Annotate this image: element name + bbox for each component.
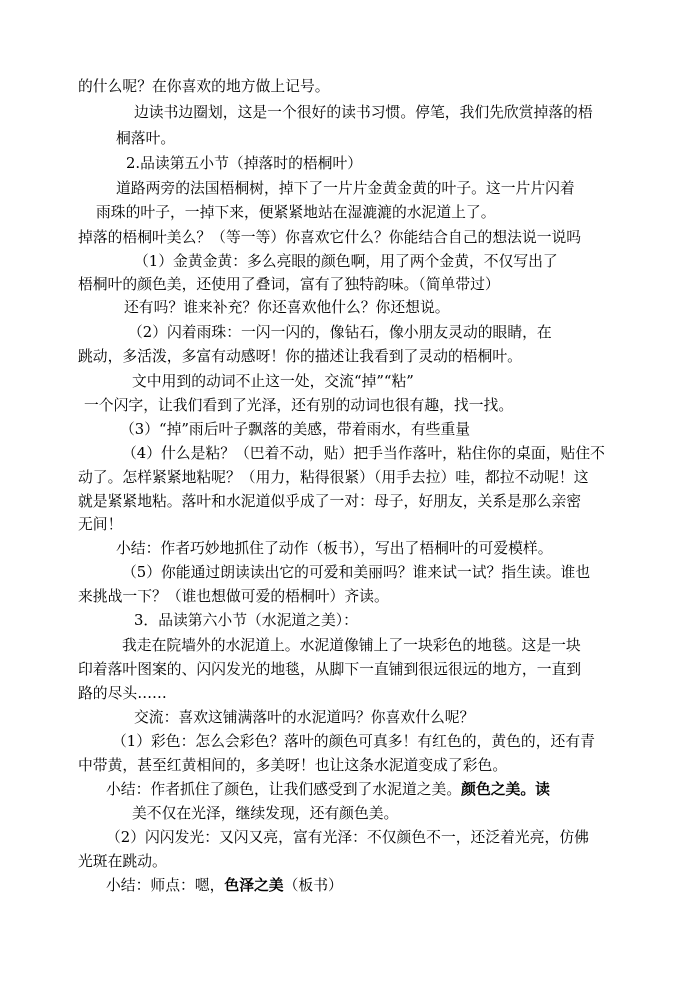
text-line: 路的尽头…… — [78, 685, 167, 702]
summary-line — [106, 778, 550, 802]
bold-keyword: 颜色之美。读 — [461, 781, 550, 798]
text-line: 印着落叶图案的、闪闪发光的地毯，从脚下一直铺到很远很远的地方，一直到 — [78, 661, 582, 678]
section-heading: 3．品读第六小节（水泥道之美）： — [134, 612, 358, 629]
text-line: 梧桐叶的颜色美，还使用了叠词，富有了独特韵味。（简单带过） — [78, 276, 500, 293]
text-line: 光斑在跳动。 — [78, 853, 167, 870]
text-line: （2）闪着雨珠：一闪一闪的，像钻石，像小朋友灵动的眼睛，在 — [128, 324, 552, 341]
text-line: 动了。怎样紧紧地粘呢？（用力，粘得很紧）（用手去拉）哇，都拉不动呢！这 — [78, 469, 589, 486]
text-line: 道路两旁的法国梧桐树，掉下了一片片金黄金黄的叶子。这一片片闪着 — [116, 180, 575, 197]
text-line: 就是紧紧地粘。落叶和水泥道似乎成了一对：母子，好朋友，关系是那么亲密 — [78, 493, 582, 510]
summary-text: 小结：师点：嗯， — [106, 877, 225, 894]
text-line: （3）“掉”雨后叶子飘落的美感，带着雨水，有些重量 — [120, 421, 471, 438]
text-line: 边读书边圈划，这是一个很好的读书习惯。停笔，我们先欣赏掉落的梧 — [134, 104, 593, 121]
text-line: 还有吗？谁来补充？你还喜欢他什么？你还想说。 — [124, 299, 450, 316]
text-line: 美不仅在光泽，继续发现，还有颜色美。 — [132, 805, 399, 822]
text-line: （5）你能通过朗读读出它的可爱和美丽吗？谁来试一试？指生读。谁也 — [122, 564, 591, 581]
text-line: 雨珠的叶子，一掉下来，便紧紧地站在湿漉漉的水泥道上了。 — [96, 204, 496, 221]
section-heading: 2.品读第五小节（掉落时的梧桐叶） — [126, 155, 363, 172]
text-line: 中带黄，甚至红黄相间的，多美呀！也让这条水泥道变成了彩色。 — [78, 757, 508, 774]
bold-keyword: 色泽之美 — [224, 877, 284, 894]
text-line: 无间！ — [78, 516, 123, 533]
text-line: （4）什么是粘？（巴着不动，贴）把手当作落叶，粘住你的桌面，贴住不 — [122, 445, 605, 462]
text-line: 文中用到的动词不止这一处，交流“掉”“粘” — [132, 373, 414, 390]
text-line: （2）闪闪发光：又闪又亮，富有光泽：不仅颜色不一，还泛着光亮，仿佛 — [106, 829, 589, 846]
text-line: 掉落的梧桐叶美么？（等一等）你喜欢它什么？你能结合自己的想法说一说吗 — [78, 229, 582, 246]
summary-line — [106, 874, 343, 898]
summary-text: （板书） — [283, 877, 343, 894]
text-line: 交流：喜欢这铺满落叶的水泥道吗？你喜欢什么呢？ — [134, 709, 475, 726]
text-line: 一个闪字，让我们看到了光泽，还有别的动词也很有趣，找一找。 — [84, 397, 514, 414]
text-line: 来挑战一下？（谁也想做可爱的梧桐叶）齐读。 — [78, 588, 389, 605]
text-line: 我走在院墙外的水泥道上。水泥道像铺上了一块彩色的地毯。这是一块 — [122, 637, 581, 654]
text-line: 桐落叶。 — [116, 130, 176, 147]
text-line: （1）金黄金黄：多么亮眼的颜色啊，用了两个金黄，不仅写出了 — [134, 253, 558, 270]
text-line: （1）彩色：怎么会彩色？落叶的颜色可真多！有红色的，黄色的，还有青 — [112, 733, 595, 750]
summary-line: 小结：作者巧妙地抓住了动作（板书），写出了梧桐叶的可爱模样。 — [116, 540, 553, 557]
summary-text: 小结：作者抓住了颜色，让我们感受到了水泥道之美。 — [106, 781, 462, 798]
text-line: 的什么呢？在你喜欢的地方做上记号。 — [78, 78, 330, 95]
text-line: 跳动，多活泼，多富有动感呀！你的描述让我看到了灵动的梧桐叶。 — [78, 348, 522, 365]
